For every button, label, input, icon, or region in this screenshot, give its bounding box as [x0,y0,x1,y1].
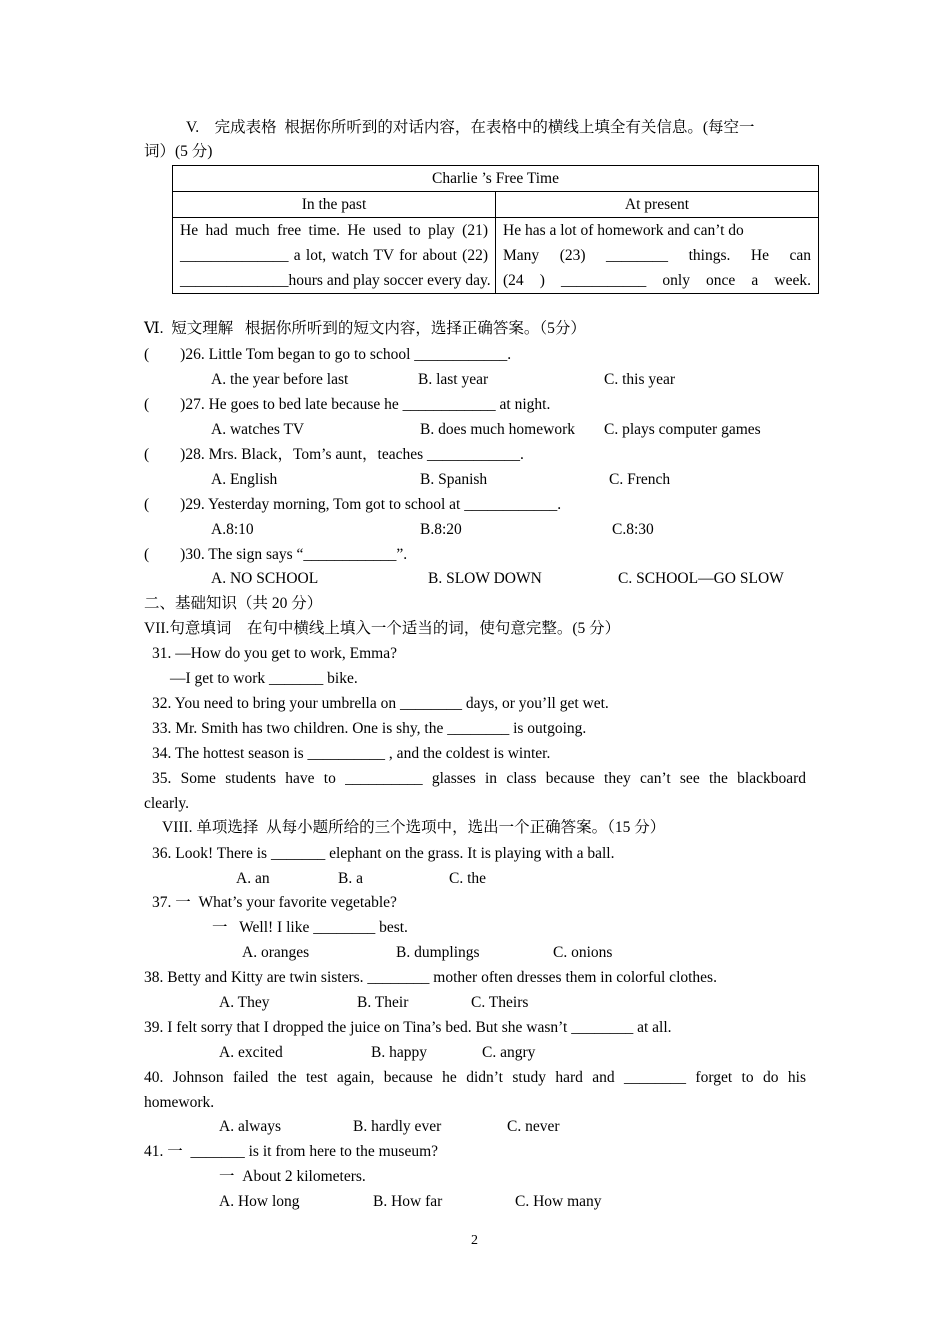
column-header-past: In the past [173,192,496,218]
q41-option-c: C. How many [515,1193,602,1210]
q38-option-b: B. Their [357,994,409,1011]
question-35-line1: 35. Some students have to __________ glasses in class because they can’t see the blackboard [152,770,806,787]
q27-option-c: C. plays computer games [604,421,761,438]
q38-option-c: C. Theirs [471,994,529,1011]
question-32: 32. You need to bring your umbrella on ________ days, or you’ll get wet. [152,695,609,712]
question-37-line2: 一 Well! I like ________ best. [212,919,408,936]
q26-option-b: B. last year [418,371,489,388]
question-41-line1: 41. 一 _______ is it from here to the museum? [144,1143,439,1160]
cell-present [496,218,819,294]
q29-option-a: A.8:10 [211,521,254,538]
question-34: 34. The hottest season is __________ , and the coldest is winter. [152,745,551,762]
q39-option-b: B. happy [371,1044,427,1061]
q39-option-c: C. angry [482,1044,536,1061]
q37-option-c: C. onions [553,944,613,961]
question-41-line2: 一 About 2 kilometers. [219,1168,366,1185]
present-line-2: Many (23) ________ things. He can [503,247,811,264]
q36-option-a: A. an [236,870,270,887]
section5-heading-line1: V. 完成表格 根据你所听到的对话内容，在表格中的横线上填全有关信息。(每空一 [186,119,755,136]
past-line-1: He had much free time. He used to play (21) [180,222,488,239]
question-36: 36. Look! There is _______ elephant on the grass. It is playing with a ball. [152,845,615,862]
q27-option-a: A. watches TV [211,421,305,438]
q38-option-a: A. They [219,994,270,1011]
q27-option-b: B. does much homework [420,421,575,438]
q26-option-a: A. the year before last [211,371,349,388]
question-37-line1: 37. 一 What’s your favorite vegetable? [152,894,397,911]
question-31-line2: —I get to work _______ bike. [170,670,358,687]
section8-heading: VIII. 单项选择 从每小题所给的三个选项中，选出一个正确答案。（15 分） [162,819,666,836]
q28-option-c: C. French [609,471,671,488]
past-line-3: ______________hours and play soccer every day. [180,272,491,289]
question-33: 33. Mr. Smith has two children. One is shy, the ________ is outgoing. [152,720,587,737]
section7-heading: VII.句意填词 在句中横线上填入一个适当的词，使句意完整。(5 分） [144,620,621,637]
q29-option-c: C.8:30 [612,521,654,538]
table-caption: Charlie ’s Free Time [173,166,819,192]
question-30: ( )30. The sign says “____________”. [144,546,408,563]
q30-option-a: A. NO SCHOOL [211,570,319,587]
past-line-2: ______________ a lot, watch TV for about (22) [180,247,488,264]
question-28: ( )28. Mrs. Black，Tom’s aunt，teaches ____________. [144,446,524,463]
q28-option-a: A. English [211,471,278,488]
present-line-3: (24 ) ___________ only once a week. [503,272,811,289]
question-27: ( )27. He goes to bed late because he ____________ at night. [144,396,551,413]
section5-heading-line2: 词）(5 分) [144,143,213,160]
q30-option-c: C. SCHOOL—GO SLOW [618,570,784,587]
free-time-table [172,165,819,294]
q37-option-b: B. dumplings [396,944,480,961]
q40-option-b: B. hardly ever [353,1118,442,1135]
q36-option-c: C. the [449,870,487,887]
q36-option-b: B. a [338,870,363,887]
question-39: 39. I felt sorry that I dropped the juice on Tina’s bed. But she wasn’t ________ at all. [144,1019,672,1036]
q40-option-a: A. always [219,1118,281,1135]
part2-heading: 二、基础知识（共 20 分） [144,595,323,612]
q37-option-a: A. oranges [242,944,310,961]
question-38: 38. Betty and Kitty are twin sisters. ________ mother often dresses them in colorful clothes. [144,969,717,986]
question-40-line1: 40. Johnson failed the test again, because he didn’t study hard and ________ forget to do his [144,1069,806,1086]
cell-past [173,218,496,294]
q40-option-c: C. never [507,1118,560,1135]
q30-option-b: B. SLOW DOWN [428,570,542,587]
question-35-line2: clearly. [144,795,190,812]
q28-option-b: B. Spanish [420,471,488,488]
section6-heading: Ⅵ. 短文理解 根据你所听到的短文内容，选择正确答案。（5分） [144,320,586,337]
page-number: 2 [471,1233,478,1248]
question-31-line1: 31. —How do you get to work, Emma? [152,645,397,662]
q29-option-b: B.8:20 [420,521,462,538]
q26-option-c: C. this year [604,371,676,388]
question-26: ( )26. Little Tom began to go to school ____________. [144,346,512,363]
column-header-present: At present [496,192,819,218]
present-line-1: He has a lot of homework and can’t do [503,222,744,239]
question-40-line2: homework. [144,1094,215,1111]
question-29: ( )29. Yesterday morning, Tom got to school at ____________. [144,496,562,513]
q41-option-b: B. How far [373,1193,443,1210]
q41-option-a: A. How long [219,1193,300,1210]
q39-option-a: A. excited [219,1044,283,1061]
